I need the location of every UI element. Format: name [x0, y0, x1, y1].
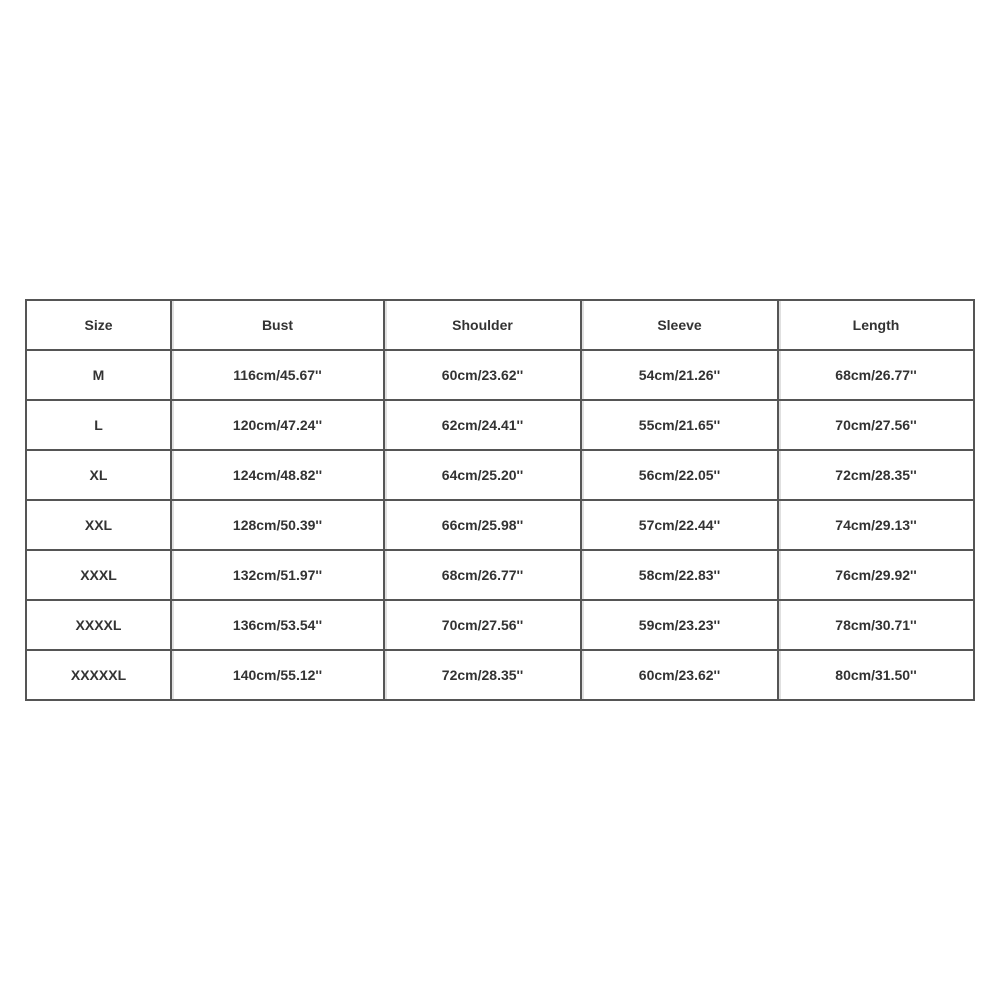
cell-shoulder: 62cm/24.41'' — [385, 401, 582, 451]
cell-sleeve: 59cm/23.23'' — [582, 601, 779, 651]
cell-shoulder: 70cm/27.56'' — [385, 601, 582, 651]
header-bust: Bust — [172, 301, 385, 351]
cell-size: XXXXL — [27, 601, 172, 651]
table-header-row — [27, 301, 975, 351]
cell-length: 74cm/29.13'' — [779, 501, 975, 551]
cell-size: L — [27, 401, 172, 451]
cell-size: XXXXXL — [27, 651, 172, 701]
cell-size: M — [27, 351, 172, 401]
cell-length: 72cm/28.35'' — [779, 451, 975, 501]
cell-length: 80cm/31.50'' — [779, 651, 975, 701]
cell-sleeve: 58cm/22.83'' — [582, 551, 779, 601]
cell-shoulder: 68cm/26.77'' — [385, 551, 582, 601]
cell-sleeve: 55cm/21.65'' — [582, 401, 779, 451]
cell-size: XL — [27, 451, 172, 501]
table-row — [27, 601, 975, 651]
cell-bust: 124cm/48.82'' — [172, 451, 385, 501]
cell-length: 76cm/29.92'' — [779, 551, 975, 601]
table-row — [27, 551, 975, 601]
cell-sleeve: 57cm/22.44'' — [582, 501, 779, 551]
cell-sleeve: 56cm/22.05'' — [582, 451, 779, 501]
table-row — [27, 651, 975, 701]
cell-shoulder: 64cm/25.20'' — [385, 451, 582, 501]
cell-sleeve: 54cm/21.26'' — [582, 351, 779, 401]
cell-shoulder: 66cm/25.98'' — [385, 501, 582, 551]
table-row — [27, 501, 975, 551]
cell-length: 70cm/27.56'' — [779, 401, 975, 451]
cell-bust: 132cm/51.97'' — [172, 551, 385, 601]
header-size: Size — [27, 301, 172, 351]
header-length: Length — [779, 301, 975, 351]
cell-length: 78cm/30.71'' — [779, 601, 975, 651]
cell-sleeve: 60cm/23.62'' — [582, 651, 779, 701]
cell-shoulder: 72cm/28.35'' — [385, 651, 582, 701]
table-row — [27, 401, 975, 451]
cell-bust: 136cm/53.54'' — [172, 601, 385, 651]
cell-size: XXXL — [27, 551, 172, 601]
cell-shoulder: 60cm/23.62'' — [385, 351, 582, 401]
cell-length: 68cm/26.77'' — [779, 351, 975, 401]
cell-size: XXL — [27, 501, 172, 551]
cell-bust: 140cm/55.12'' — [172, 651, 385, 701]
cell-bust: 120cm/47.24'' — [172, 401, 385, 451]
cell-bust: 128cm/50.39'' — [172, 501, 385, 551]
table-row — [27, 351, 975, 401]
cell-bust: 116cm/45.67'' — [172, 351, 385, 401]
size-chart-table — [25, 299, 975, 701]
header-sleeve: Sleeve — [582, 301, 779, 351]
table-row — [27, 451, 975, 501]
header-shoulder: Shoulder — [385, 301, 582, 351]
